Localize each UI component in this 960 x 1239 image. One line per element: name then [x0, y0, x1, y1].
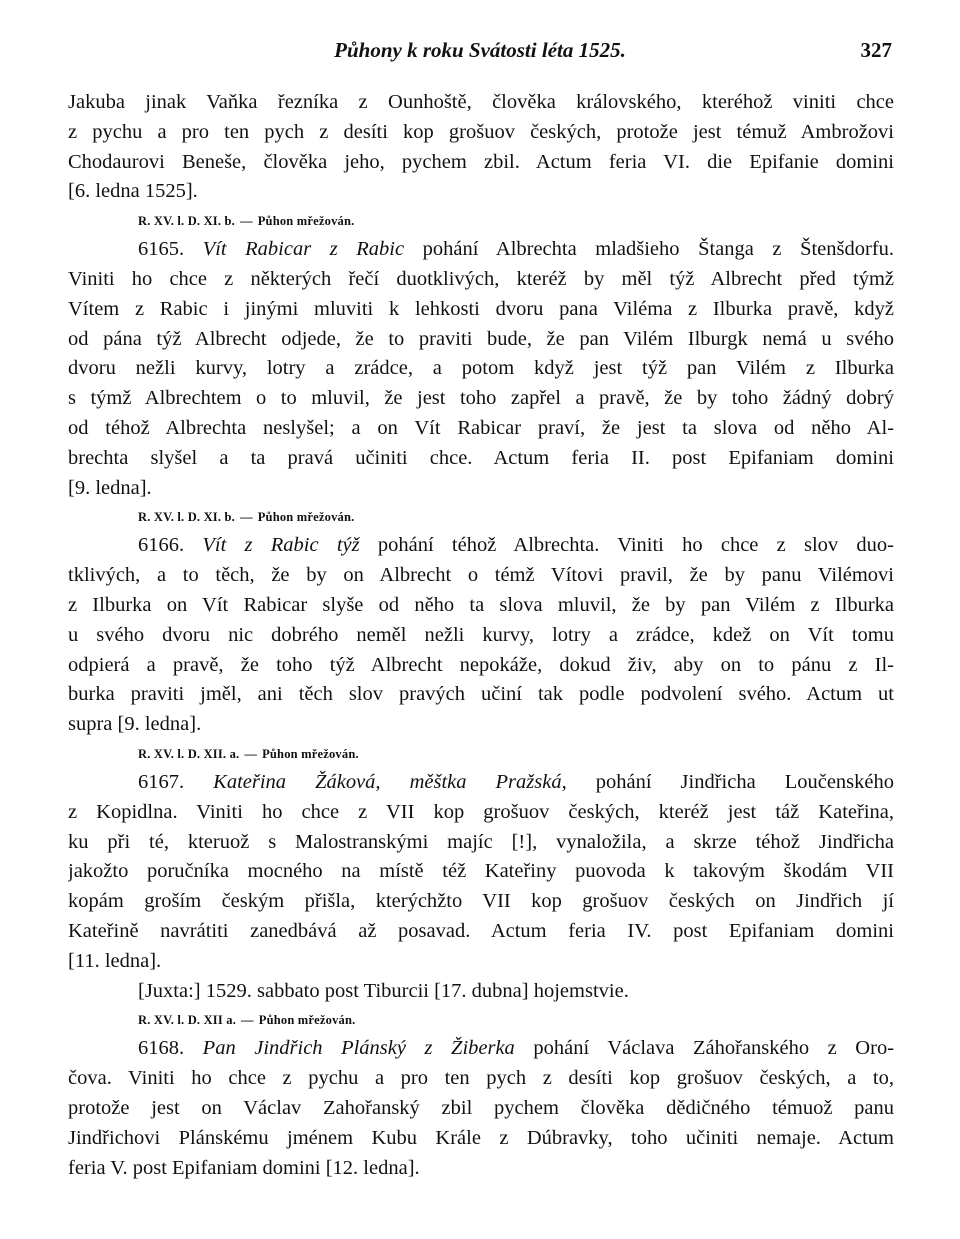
running-title: Půhony k roku Svátosti léta 1525.	[334, 38, 626, 62]
archive-signature: R. XV. l. D. XI. b. — Půhon mřežován.	[138, 214, 355, 229]
text-line: kopám groším českým přišla, kterýchžto VII kop grošuov českých on Jindřich jí	[68, 890, 894, 913]
signature-note: Půhon mřežován.	[258, 1013, 356, 1028]
text-line: [6. ledna 1525].	[68, 180, 198, 203]
text-line: Kateřině navrátiti zanedbává až posavad. Actum feria IV. post Epifaniam domini	[68, 919, 894, 942]
entry-lead-line	[68, 1034, 894, 1064]
entry-lead-line	[68, 531, 894, 561]
entry-continuation	[68, 88, 894, 235]
text-line: od téhož Albrechta neslyšel; a on Vít Rabicar praví, že jest ta slova od něho Al-	[68, 416, 894, 439]
archive-signature: R. XV. l. D. XII. a. — Půhon mřežován.	[138, 746, 359, 761]
text-line: tklivých, a to těch, že by on Albrecht o témž Vítovi pravil, že by panu Vilémovi	[68, 564, 894, 587]
text-line: Viniti ho chce z některých řečí duotklivých, kteréž by měl týž Albrecht před týmž	[68, 267, 894, 290]
text-line: Vítem z Rabic i jinými mluviti k lehkosti dvoru pana Viléma z Ilburka pravě, když	[68, 297, 894, 320]
text-line: s týmž Albrechtem o to mluvil, že jest toho zapřel a pravě, že by toho žádný dobrý	[68, 387, 894, 410]
text-line: protože jest on Václav Zahořanský zbil pychem člověka dědičného témuož panu	[68, 1096, 894, 1119]
running-header	[68, 38, 892, 68]
archive-signature: R. XV. l. D. XII a. — Půhon mřežován.	[138, 1013, 356, 1028]
entry-6166	[68, 531, 894, 768]
entry-number: 6167.	[138, 770, 185, 793]
entry-lead-rest: pohání Václava Záhořanského z Oro-	[533, 1037, 894, 1060]
text-line: u svého dvoru nic dobrého neměl nežli kurvy, lotry a zrádce, kdež on Vít tomu	[68, 623, 894, 646]
text-line: supra [9. ledna].	[68, 713, 202, 736]
text-line: od pána týž Albrecht odjede, že to praviti bude, že pan Vilém Ilburgk nemá u svého	[68, 327, 894, 350]
text-line: z Ilburka on Vít Rabicar slyše od něho ta slova mluvil, že by pan Vilém z Ilburka	[68, 593, 894, 616]
archive-signature: R. XV. l. D. XI. b. — Půhon mřežován.	[138, 510, 355, 525]
entry-lead-line	[68, 768, 894, 798]
entry-lead-rest: pohání Albrechta mladšieho Štanga z Štenšdorfu.	[422, 238, 894, 261]
body-text	[68, 88, 894, 1183]
text-line: [9. ledna].	[68, 476, 152, 499]
page-number: 327	[860, 38, 892, 62]
entry-plaintiff: Vít z Rabic týž	[202, 534, 360, 557]
entry-plaintiff: Kateřina Žáková, měštka Pražská,	[213, 770, 567, 793]
text-line: z pychu a pro ten pych z desíti kop grošuov českých, protože jest témuž Ambrožovi	[68, 120, 894, 143]
text-line: ku při té, kteruož s Malostranskými majíc [!], vynaložila, a skrze téhož Jindřicha	[68, 830, 894, 853]
juxta-line: [Juxta:] 1529. sabbato post Tiburcii [17. dubna] hojemstvie.	[138, 979, 629, 1002]
signature-note: Půhon mřežován.	[257, 510, 355, 525]
text-line: burka praviti jměl, ani těch slov pravých učiní tak podle podvolení svého. Actum ut	[68, 683, 894, 706]
signature-ref: R. XV. l. D. XII a.	[138, 1013, 237, 1028]
text-line: brechta slyšel a ta pravá učiniti chce. Actum feria II. post Epifaniam domini	[68, 446, 894, 469]
text-line: Jindřichovi Plánskému jménem Kubu Krále z Dúbravky, toho učiniti nemaje. Actum	[68, 1126, 894, 1149]
entry-plaintiff: Pan Jindřich Plánský z Žiberka	[202, 1037, 515, 1060]
entry-number: 6166.	[138, 534, 185, 557]
text-line: z Kopidlna. Viniti ho chce z VII kop grošuov českých, kteréž jest táž Kateřina,	[68, 800, 894, 823]
text-line: čova. Viniti ho chce z pychu a pro ten pych z desíti kop grošuov českých, a to,	[68, 1067, 894, 1090]
signature-ref: R. XV. l. D. XII. a.	[138, 746, 240, 761]
text-line: dvoru nežli kurvy, lotry a zrádce, a potom když jest týž pan Vilém z Ilburka	[68, 357, 894, 380]
entry-lead-rest: pohání Jindřicha Loučenského	[595, 770, 894, 793]
entry-6167	[68, 768, 894, 1034]
entry-6168	[68, 1034, 894, 1183]
text-line: jakožto poručníka mocného na místě též Kateřiny puovoda k takovým škodám VII	[68, 860, 894, 883]
entry-number: 6165.	[138, 238, 185, 261]
text-line: [11. ledna].	[68, 949, 162, 972]
signature-note: Půhon mřežován.	[257, 214, 355, 229]
text-line: Chodaurovi Beneše, člověka jeho, pychem zbil. Actum feria VI. die Epifanie domini	[68, 150, 894, 173]
entry-number: 6168.	[138, 1037, 185, 1060]
entry-6165	[68, 235, 894, 531]
signature-ref: R. XV. l. D. XI. b.	[138, 510, 235, 525]
signature-ref: R. XV. l. D. XI. b.	[138, 214, 235, 229]
entry-lead-rest: pohání téhož Albrechta. Viniti ho chce z slov duo-	[377, 534, 894, 557]
text-line: Jakuba jinak Vaňka řezníka z Ounhoště, člověka královského, kteréhož viniti chce	[68, 91, 894, 113]
entry-plaintiff: Vít Rabicar z Rabic	[202, 238, 405, 261]
text-line: feria V. post Epifaniam domini [12. ledna].	[68, 1156, 420, 1179]
entry-lead-line	[68, 235, 894, 265]
text-line: odpierá a pravě, že toho týž Albrecht nepokáže, dokud živ, aby on to pánu z Il-	[68, 653, 894, 676]
signature-note: Půhon mřežován.	[262, 746, 359, 761]
